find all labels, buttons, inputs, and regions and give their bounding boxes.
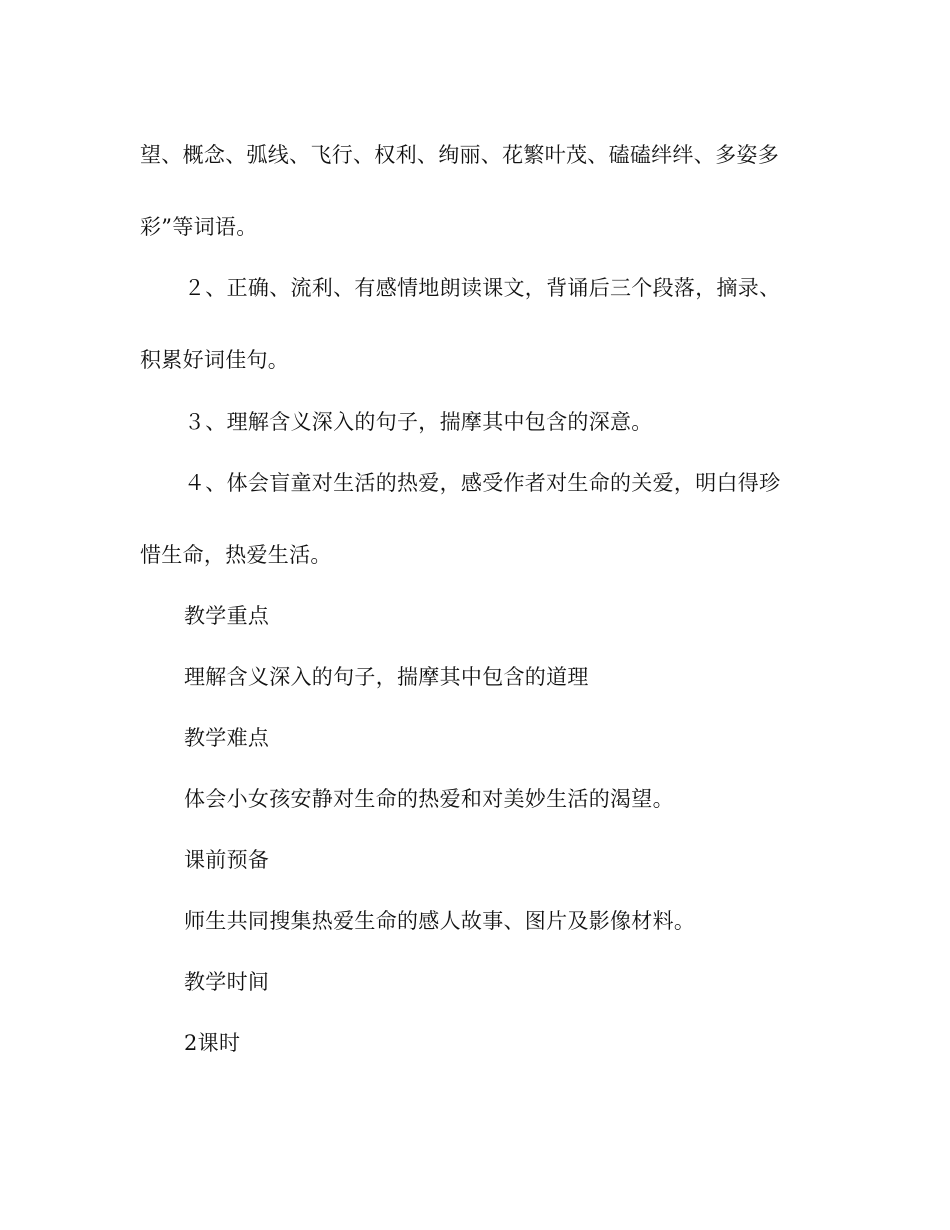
heading-preparation: 课前预备	[184, 848, 270, 872]
objective-4-line-2: 惜生命，热爱生活。	[140, 543, 332, 567]
objective-4-line-1: ４、体会盲童对生活的热爱，感受作者对生命的关爱，明白得珍	[184, 471, 781, 495]
preparation-text: 师生共同搜集热爱生命的感人故事、图片及影像材料。	[184, 909, 696, 933]
difficulties-text: 体会小女孩安静对生命的热爱和对美妙生活的渴望。	[184, 787, 674, 811]
text-line-1: 望、概念、弧线、飞行、权利、绚丽、花繁叶茂、磕磕绊绊、多姿多	[140, 143, 779, 167]
objective-2-line-1: ２、正确、流利、有感情地朗读课文，背诵后三个段落，摘录、	[184, 276, 781, 300]
heading-key-points: 教学重点	[184, 604, 270, 628]
text-line-2: 彩”等词语。	[140, 215, 258, 239]
objective-3: ３、理解含义深入的句子，揣摩其中包含的深意。	[184, 410, 653, 434]
heading-difficulties: 教学难点	[184, 726, 270, 750]
heading-teaching-time: 教学时间	[184, 970, 270, 994]
objective-2-line-2: 积累好词佳句。	[140, 348, 290, 372]
teaching-time-text: 2课时	[184, 1031, 241, 1055]
key-points-text: 理解含义深入的句子，揣摩其中包含的道理	[184, 665, 589, 689]
